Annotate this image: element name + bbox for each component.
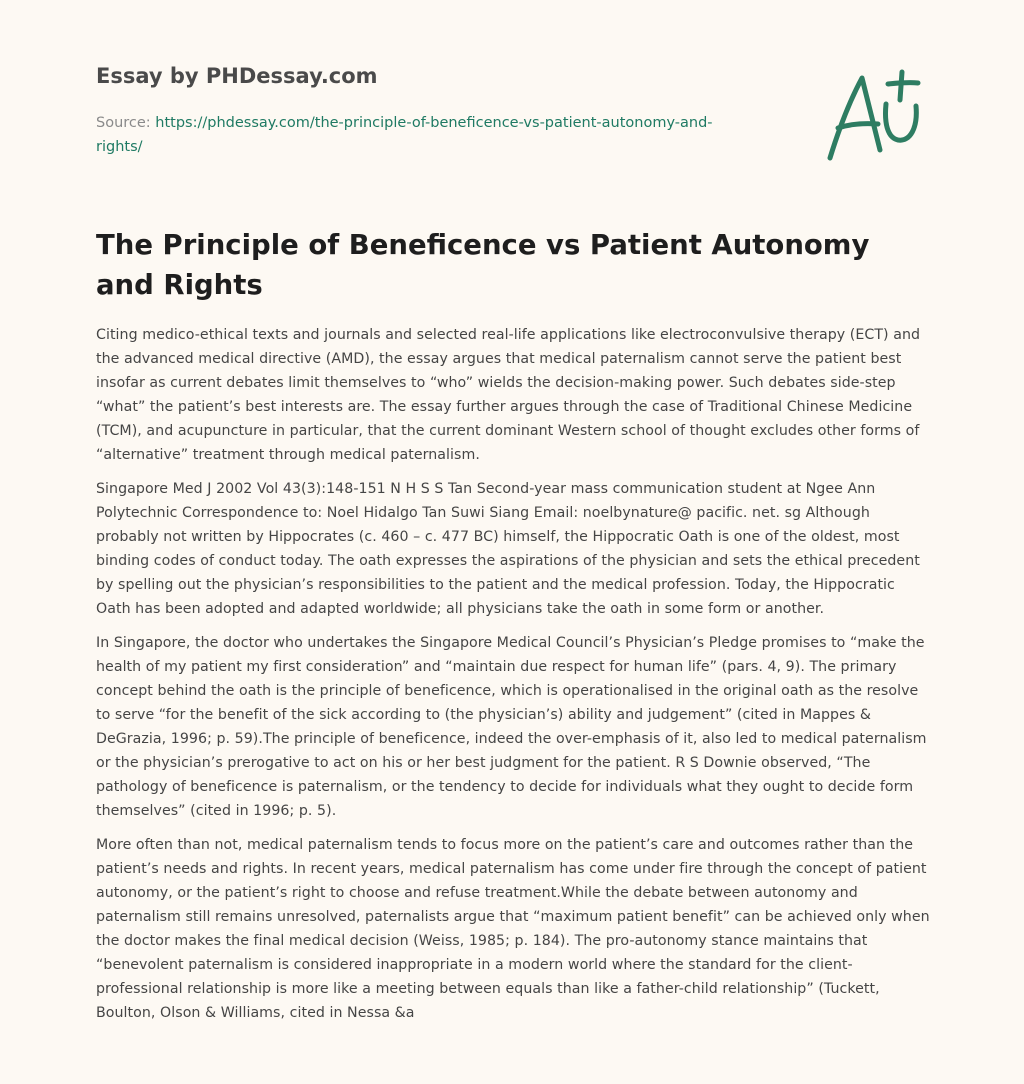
essay-title: The Principle of Beneficence vs Patient Autonomy and Rights: [96, 229, 870, 301]
essay-paragraph: Singapore Med J 2002 Vol 43(3):148-151 N H S S Tan Second-year mass communication student at Ngee Ann Polytechnic Correspondence to: Noel Hidalgo Tan Suwi Siang Email: noelbynature@ pacific. net. sg Although probably not written by Hippocrates (c. 460 – c. 477 BC) himself, the Hippocratic Oath is one of the oldest, most binding codes of conduct today. The oath expresses the aspirations of the physician and sets the ethical precedent by spelling out the physician’s responsibilities to the patient and the medical profession. Today, the Hippocratic Oath has been adopted and adapted worldwide; all physicians take the oath in some form or another.: [96, 481, 920, 617]
essay-body: [96, 323, 930, 1035]
essay-paragraph: In Singapore, the doctor who undertakes the Singapore Medical Council’s Physician’s Pledge promises to “make the health of my patient my first consideration” and “maintain due respect for human life” (pars. 4, 9). The primary concept behind the oath is the principle of beneficence, which is operationalised in the original oath as the resolve to serve “for the benefit of the sick according to (the physician’s) ability and judgement” (cited in Mappes & DeGrazia, 1996; p. 59).The principle of beneficence, indeed the over-emphasis of it, also led to medical paternalism or the physician’s prerogative to act on his or her best judgment for the patient. R S Downie observed, “The pathology of beneficence is paternalism, or the tendency to decide for individuals what they ought to decide form themselves” (cited in 1996; p. 5).: [96, 635, 927, 819]
source-label: Source:: [96, 115, 156, 131]
source-link[interactable]: https://phdessay.com/the-principle-of-beneficence-vs-patient-autonomy-and-rights/: [96, 115, 713, 155]
a-plus-logo-icon: [824, 66, 928, 166]
source-line: [96, 111, 736, 159]
essay-paragraph: Citing medico-ethical texts and journals and selected real-life applications like electroconvulsive therapy (ECT) and the advanced medical directive (AMD), the essay argues that medical paternalism cannot serve the patient best insofar as current debates limit themselves to “who” wields the decision-making power. Such debates side-step “what” the patient’s best interests are. The essay further argues through the case of Traditional Chinese Medicine (TCM), and acupuncture in particular, that the current dominant Western school of thought excludes other forms of “alternative” treatment through medical paternalism.: [96, 327, 921, 463]
site-title: Essay by PHDessay.com: [96, 64, 378, 88]
essay-paragraph: More often than not, medical paternalism tends to focus more on the patient’s care and outcomes rather than the patient’s needs and rights. In recent years, medical paternalism has come under fire through the concept of patient autonomy, or the patient’s right to choose and refuse treatment.While the debate between autonomy and paternalism still remains unresolved, paternalists argue that “maximum patient benefit” can be achieved only when the doctor makes the final medical decision (Weiss, 1985; p. 184). The pro-autonomy stance maintains that “benevolent paternalism is considered inappropriate in a modern world where the standard for the client-professional relationship is more like a meeting between equals than like a father-child relationship” (Tuckett, Boulton, Olson & Williams, cited in Nessa &a: [96, 837, 930, 1021]
